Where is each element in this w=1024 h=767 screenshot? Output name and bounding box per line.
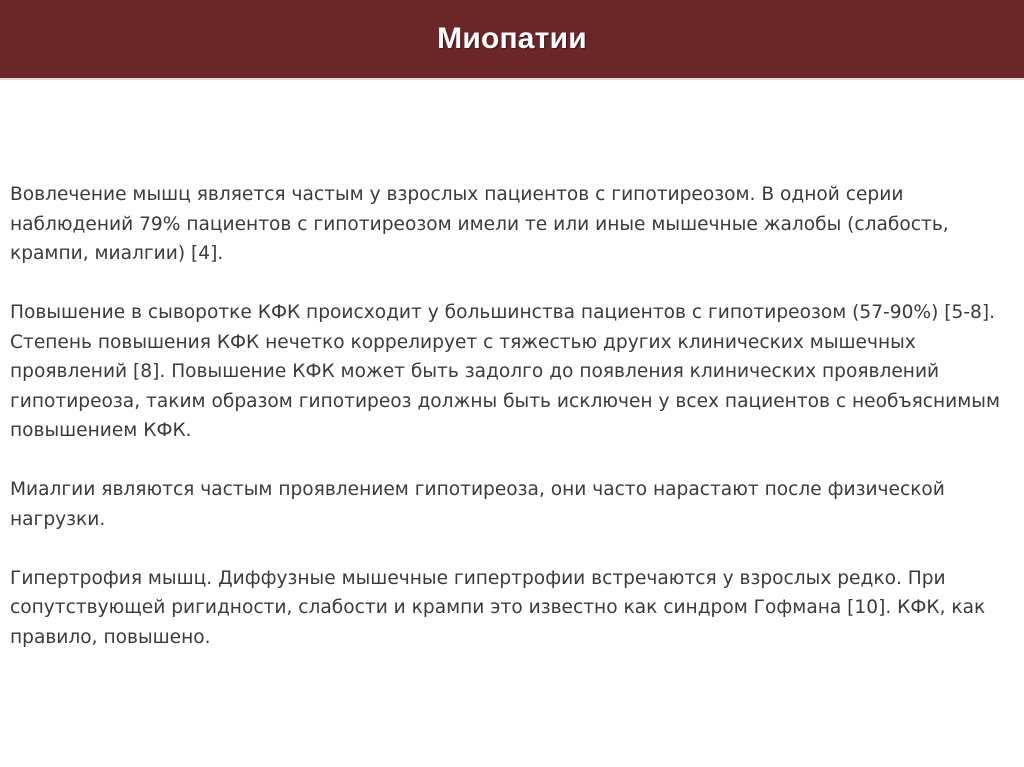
paragraph-ck-elevation: Повышение в сыворотке КФК происходит у большинства пациентов с гипотиреозом (57-90%) [5-8]. Степень повышения КФК нечетко коррелирует с тяжестью других клинических мышечных проявлений [8]. Повышение КФК может быть задолго до появления клинических проявлений гипотиреоза, таким образом гипотиреоз должны быть исключен у всех пациентов с необъяснимым повышением КФК. — [10, 302, 1000, 441]
title-bar — [0, 0, 1024, 80]
paragraph-myalgia: Миалгии являются частым проявлением гипотиреоза, они часто нарастают после физической нагрузки. — [10, 479, 945, 530]
paragraph-hypertrophy: Гипертрофия мышц. Диффузные мышечные гипертрофии встречаются у взрослых редко. При сопутствующей ригидности, слабости и крампи это известно как синдром Гофмана [10]. КФК, как правило, повышено. — [10, 567, 986, 648]
paragraph-muscle-involvement: Вовлечение мышц является частым у взрослых пациентов с гипотиреозом. В одной серии наблюдений 79% пациентов с гипотиреозом имели те или иные мышечные жалобы (слабость, крампи, миалгии) [4]. — [10, 184, 949, 264]
slide-body — [10, 180, 1012, 652]
slide-title: Миопатии — [437, 22, 587, 55]
